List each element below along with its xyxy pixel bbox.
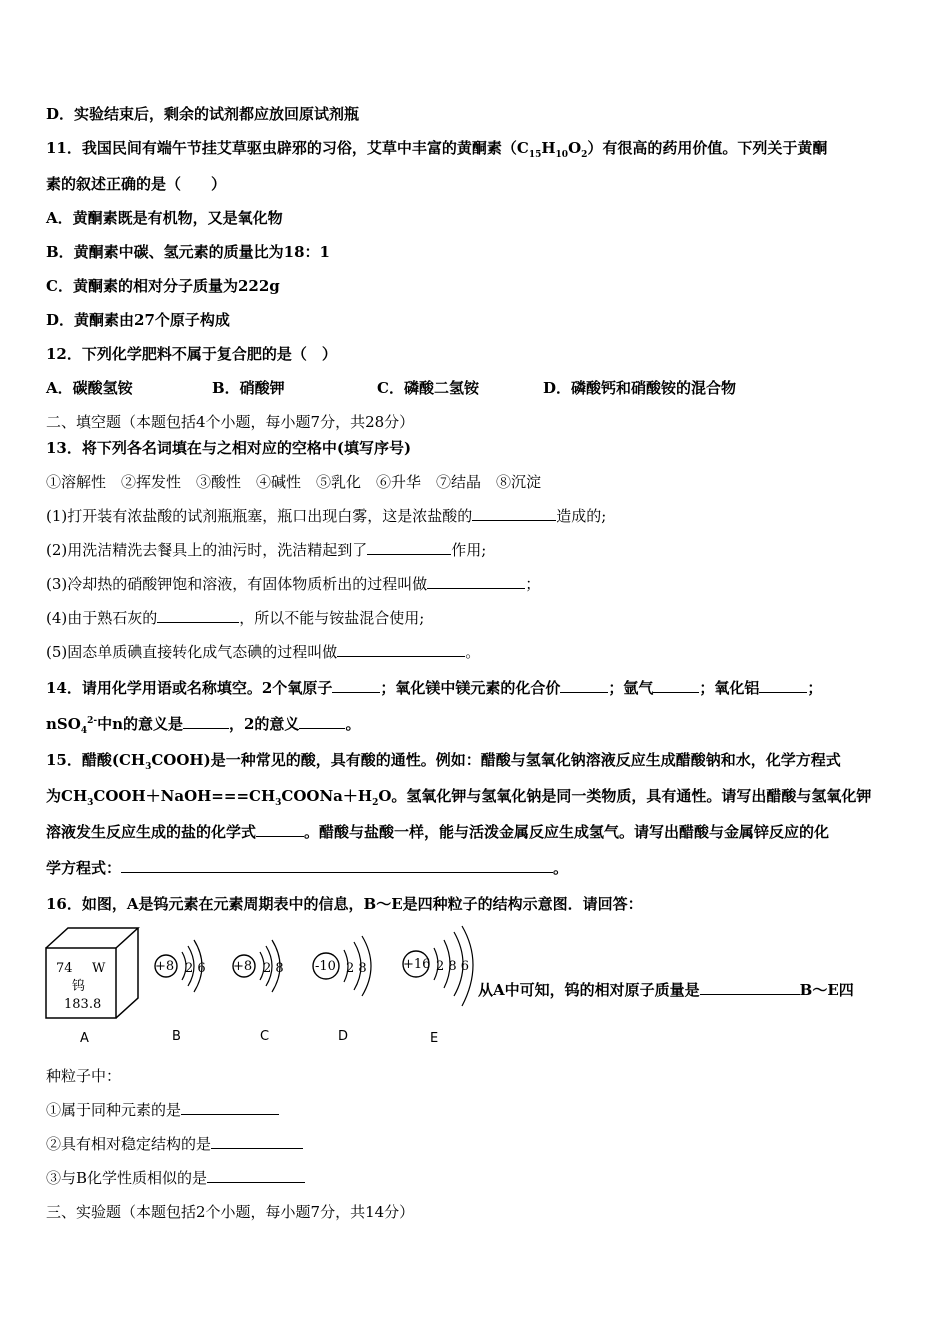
q12-option-a: A．碳酸氢铵 bbox=[46, 379, 133, 397]
nucleus-c-charge: +8 bbox=[233, 959, 253, 974]
nucleus-e-charge: +16 bbox=[403, 957, 431, 972]
q16-sub-1: ①属于同种元素的是 bbox=[46, 1100, 279, 1120]
q15-line1: 15．醋酸$(CH_3COOH)$是一种常见的酸，具有酸的通性。例如：醋酸与氢氧化钠溶液反应生成醋酸钠和水，化学方程式 bbox=[46, 751, 841, 772]
q10-option-d: D．实验结束后，剩余的试剂都应放回原试剂瓶 bbox=[46, 105, 360, 123]
answer-blank[interactable] bbox=[181, 1100, 279, 1115]
answer-blank[interactable] bbox=[653, 678, 699, 693]
electrons-e: 2 8 6 bbox=[436, 959, 470, 974]
q14-line2: nSO$_4^{2-}$中n的意义是 ，2的意义 。 bbox=[46, 715, 361, 736]
atomic-mass: 183.8 bbox=[64, 997, 102, 1012]
q12-option-b: B．硝酸钾 bbox=[212, 379, 285, 397]
figure-label-c: C bbox=[260, 1029, 270, 1044]
figure-label-e: E bbox=[430, 1031, 439, 1046]
answer-blank[interactable] bbox=[183, 714, 229, 729]
q11-option-a: A．黄酮素既是有机物，又是氧化物 bbox=[46, 209, 283, 227]
q16-sub-2: ②具有相对稳定结构的是 bbox=[46, 1134, 303, 1154]
q11-option-c: C．黄酮素的相对分子质量为222g bbox=[46, 277, 280, 295]
answer-blank[interactable] bbox=[337, 642, 465, 657]
q12-option-d: D．磷酸钙和硝酸铵的混合物 bbox=[543, 379, 737, 397]
electrons-c: 2 8 bbox=[263, 961, 284, 976]
answer-blank[interactable] bbox=[299, 714, 345, 729]
q13-item-3: (3)冷却热的硝酸钾饱和溶液，有固体物质析出的过程叫做 ； bbox=[46, 575, 541, 593]
q13-item-1: (1)打开装有浓盐酸的试剂瓶瓶塞，瓶口出现白雾，这是浓盐酸的 造成的; bbox=[46, 507, 607, 525]
q16-sub-3: ③与B化学性质相似的是 bbox=[46, 1168, 305, 1188]
q11-stem-line1: 11．我国民间有端午节挂艾草驱虫辟邪的习俗，艾草中丰富的黄酮素$(C_{15}H_{10}O_2)$有很高的药用价值。下列关于黄酮 bbox=[46, 139, 828, 160]
answer-blank[interactable] bbox=[332, 678, 380, 693]
answer-blank[interactable] bbox=[367, 540, 451, 555]
q11-option-b: B．黄酮素中碳、氢元素的质量比为18：1 bbox=[46, 243, 330, 261]
element-symbol: W bbox=[92, 961, 106, 976]
electrons-b: 2 6 bbox=[185, 961, 206, 976]
q13-stem: 13．将下列各名词填在与之相对应的空格中(填写序号) bbox=[46, 439, 412, 457]
nucleus-d-charge: -10 bbox=[315, 959, 336, 974]
q11-stem-line2: 素的叙述正确的是（ ） bbox=[46, 175, 227, 193]
q16-side-text: 从A中可知，钨的相对原子质量是 B～E四 bbox=[478, 981, 854, 999]
q12-option-c: C．磷酸二氢铵 bbox=[377, 379, 479, 397]
answer-blank[interactable] bbox=[256, 822, 304, 837]
section-3-heading: 三、实验题（本题包括2个小题，每小题7分，共14分） bbox=[46, 1203, 415, 1221]
q12-stem: 12．下列化学肥料不属于复合肥的是（ ） bbox=[46, 345, 337, 363]
figure-label-d: D bbox=[338, 1029, 349, 1044]
q16-continued: 种粒子中： bbox=[46, 1067, 122, 1085]
q15-line2: 为$CH_3COOH+NaOH===CH_3COONa+H_2O$。氢氧化钾与氢氧化钠是同一类物质，具有通性。请写出醋酸与氢氧化钾 bbox=[46, 787, 872, 808]
atomic-number: 74 bbox=[56, 961, 73, 976]
figure-label-a: A bbox=[80, 1031, 89, 1046]
q13-terms: ①溶解性 ②挥发性 ③酸性 ④碱性 ⑤乳化 ⑥升华 ⑦结晶 ⑧沉淀 bbox=[46, 473, 542, 491]
q13-item-4: (4)由于熟石灰的 ，所以不能与铵盐混合使用; bbox=[46, 609, 425, 627]
answer-blank[interactable] bbox=[759, 678, 807, 693]
answer-blank[interactable] bbox=[472, 506, 556, 521]
atomic-structure-diagrams bbox=[44, 922, 480, 1048]
q15-line3: 溶液发生反应生成的盐的化学式 。醋酸与盐酸一样，能与活泼金属反应生成氢气。请写出醋酸与金属锌反应的化 bbox=[46, 823, 830, 841]
q12-options bbox=[46, 378, 736, 398]
q16-stem: 16．如图，A是钨元素在元素周期表中的信息，B～E是四种粒子的结构示意图．请回答： bbox=[46, 895, 643, 913]
element-name: 钨 bbox=[72, 979, 86, 994]
answer-blank[interactable] bbox=[560, 678, 608, 693]
q13-item-5: (5)固态单质碘直接转化成气态碘的过程叫做 。 bbox=[46, 643, 481, 661]
section-2-heading: 二、填空题（本题包括4个小题，每小题7分，共28分） bbox=[46, 413, 415, 431]
nucleus-b-charge: +8 bbox=[155, 959, 175, 974]
figure-label-b: B bbox=[172, 1029, 181, 1044]
q16-figure bbox=[44, 922, 480, 1048]
answer-blank[interactable] bbox=[157, 608, 239, 623]
q14-line1: 14．请用化学用语或名称填空。2个氧原子 ；氧化镁中镁元素的化合价 ；氩气 ；氧化铝 ； bbox=[46, 679, 823, 697]
answer-blank[interactable] bbox=[427, 574, 525, 589]
electrons-d: 2 8 bbox=[346, 961, 367, 976]
q11-option-d: D．黄酮素由27个原子构成 bbox=[46, 311, 230, 329]
answer-blank[interactable] bbox=[700, 980, 800, 995]
q13-item-2: (2)用洗洁精洗去餐具上的油污时，洗洁精起到了 作用; bbox=[46, 541, 487, 559]
answer-blank[interactable] bbox=[207, 1168, 305, 1183]
answer-blank[interactable] bbox=[211, 1134, 303, 1149]
q15-line4: 学方程式： 。 bbox=[46, 859, 569, 877]
answer-blank[interactable] bbox=[121, 858, 553, 873]
